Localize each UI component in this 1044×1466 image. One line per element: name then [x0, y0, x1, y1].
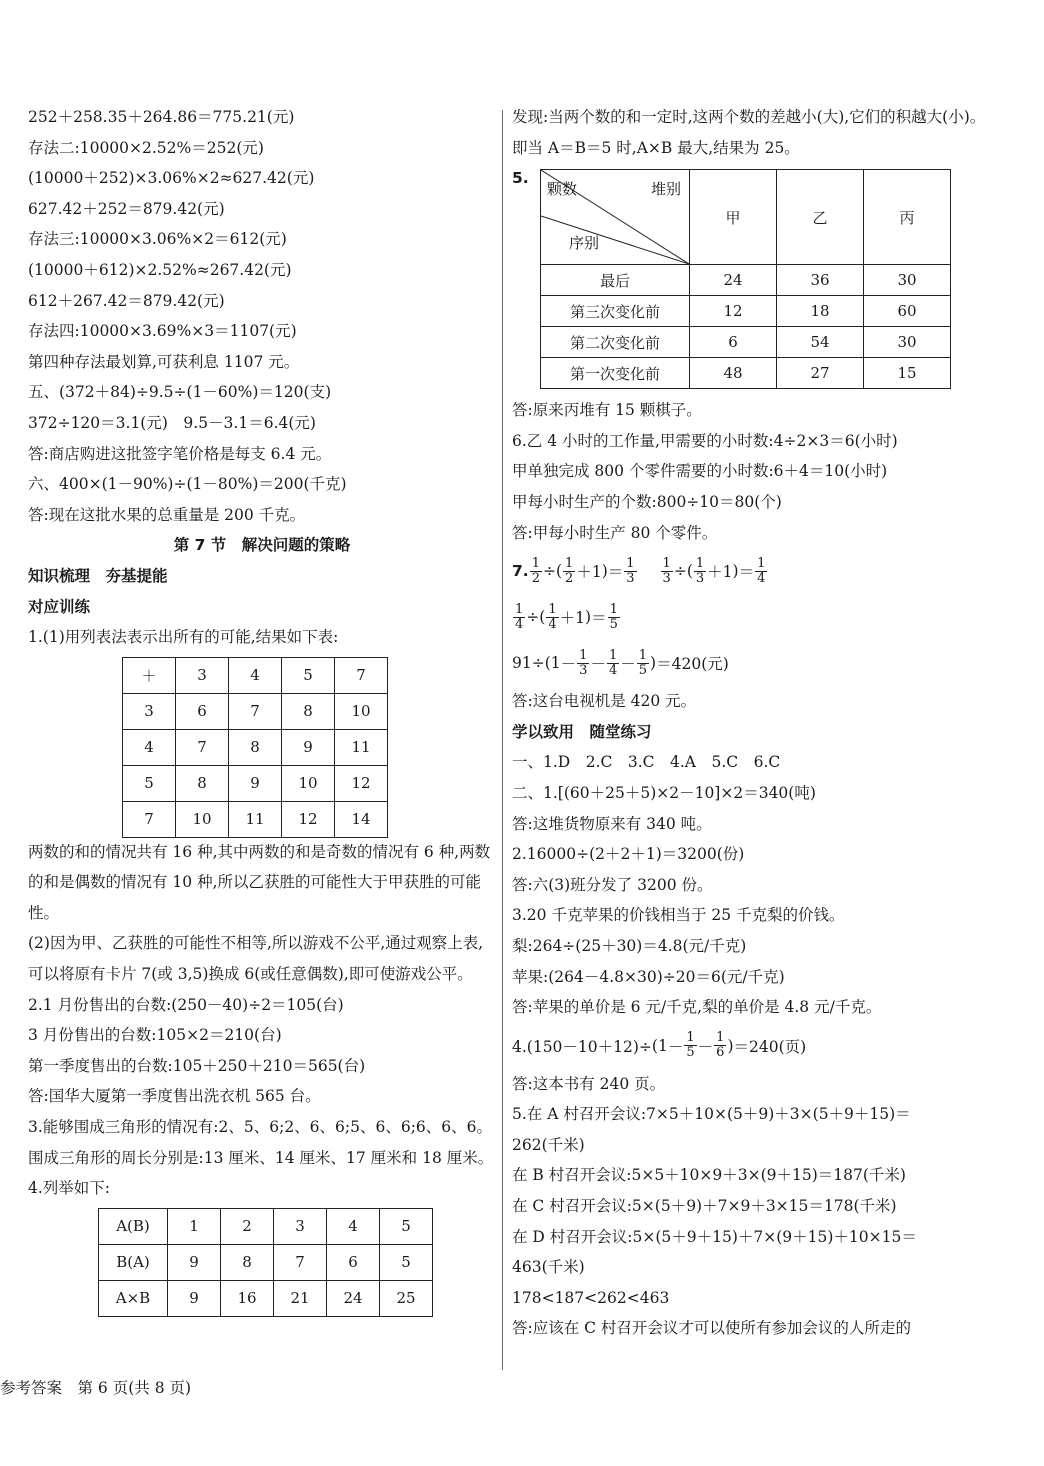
table-cell: 7 [176, 729, 229, 765]
table-cell: 6 [327, 1244, 380, 1280]
table-cell: B(A) [99, 1244, 168, 1280]
table-cell: 6 [690, 327, 777, 358]
table-cell: 第三次变化前 [541, 296, 690, 327]
text-line: 463(千米) [512, 1258, 585, 1277]
fraction: $\frac{1}{5}$ [686, 1030, 695, 1061]
table-row [99, 1244, 433, 1280]
fraction: $\frac{1}{4}$ [515, 601, 524, 632]
table-row [541, 327, 951, 358]
table-cell: 3 [274, 1208, 327, 1244]
header-label: 堆别 [650, 180, 681, 199]
table-cell: 60 [864, 296, 951, 327]
table-cell: 18 [777, 296, 864, 327]
table-row [99, 1280, 433, 1316]
table-cell: 第一次变化前 [541, 358, 690, 389]
text-line: 答:这本书有 240 页。 [512, 1074, 666, 1093]
text-line: 第四种存法最划算,可获利息 1107 元。 [28, 352, 300, 371]
text-line: 一、1.D 2.C 3.C 4.A 5.C 6.C [512, 753, 781, 772]
table-row [541, 358, 951, 389]
text-line: 252＋258.35＋264.86＝775.21(元) [28, 108, 295, 126]
question-1-para: (2)因为甲、乙获胜的可能性不相等,所以游戏不公平,通过观察上表,可以将原有卡片 7(或 3,5)换成 6(或任意偶数),即可使游戏公平。 [28, 934, 484, 984]
fraction: $\frac{1}{3}$ [662, 555, 671, 586]
text-line: 3 月份售出的台数:105×2＝210(台) [28, 1026, 282, 1045]
text-line: 苹果:(264－4.8×30)÷20＝6(元/千克) [512, 967, 785, 986]
fraction: $\frac{1}{4}$ [757, 555, 766, 586]
table-cell: 10 [176, 801, 229, 837]
section-heading: 对应训练 [28, 597, 91, 616]
table-cell: 21 [274, 1280, 327, 1316]
text-line: 4.列举如下: [28, 1179, 111, 1198]
fraction: $\frac{1}{3}$ [579, 647, 588, 678]
q7-line-3: 91÷ ( 1 － $\frac{1}{3}$ － $\frac{1}{4}$ － $\frac{1}{5}$ ) ＝420(元) [512, 647, 729, 678]
table-row [99, 1208, 433, 1244]
table-cell: 4 [327, 1208, 380, 1244]
table-cell: 10 [282, 765, 335, 801]
right-column [512, 102, 992, 1344]
product-table [98, 1208, 433, 1317]
text-line: 二、1.[(60＋25＋5)×2－10]×2＝340(吨) [512, 783, 816, 802]
table-cell: 25 [380, 1280, 433, 1316]
text-line: 五、(372＋84)÷9.5÷(1－60%)＝120(支) [28, 383, 332, 402]
table-cell: 第二次变化前 [541, 327, 690, 358]
table-row [123, 729, 388, 765]
table-row [123, 657, 388, 693]
text-line: 存法二:10000×2.52%＝252(元) [28, 138, 264, 157]
table-cell: 4 [229, 657, 282, 693]
table-cell: 11 [229, 801, 282, 837]
text-line: 存法四:10000×3.69%×3＝1107(元) [28, 322, 297, 341]
table-cell: 最后 [541, 265, 690, 296]
table-cell: 12 [690, 296, 777, 327]
column-header: 丙 [864, 170, 951, 265]
sum-table [122, 657, 388, 838]
question-1-para: 两数的和的情况共有 16 种,其中两数的和是奇数的情况有 6 种,两数的和是偶数的情况有 10 种,所以乙获胜的可能性大于甲获胜的可能性。 [28, 842, 491, 922]
table-row [123, 765, 388, 801]
table-cell: 8 [282, 693, 335, 729]
section-heading: 知识梳理 夯基提能 [28, 566, 168, 585]
table-cell: 5 [282, 657, 335, 693]
table-row [541, 296, 951, 327]
chess-table [540, 169, 951, 389]
question-1-intro: 1.(1)用列表法表示出所有的可能,结果如下表: [28, 628, 339, 647]
text-line: 甲每小时生产的个数:800÷10＝80(个) [512, 492, 782, 511]
fraction: $\frac{1}{4}$ [608, 647, 618, 678]
table-cell: 7 [229, 693, 282, 729]
table-cell: 1 [168, 1208, 221, 1244]
column-divider [502, 110, 503, 1370]
fraction: $\frac{1}{2}$ [565, 555, 574, 586]
text-line: 372÷120＝3.1(元) 9.5－3.1＝6.4(元) [28, 413, 316, 432]
table-cell: A×B [99, 1280, 168, 1316]
text-line: 存法三:10000×3.06%×2＝612(元) [28, 230, 287, 249]
table-cell: 48 [690, 358, 777, 389]
table-cell: 2 [221, 1208, 274, 1244]
table-cell: 10 [335, 693, 388, 729]
text-line: 262(千米) [512, 1135, 585, 1154]
header-label: 颗数 [547, 180, 578, 199]
question-label: 5. [512, 169, 529, 188]
table-cell: 36 [777, 265, 864, 296]
text-line: 3.20 千克苹果的价钱相当于 25 千克梨的价钱。 [512, 906, 845, 925]
fraction: $\frac{1}{2}$ [531, 555, 540, 586]
table-cell: 9 [168, 1244, 221, 1280]
table-cell: 6 [176, 693, 229, 729]
fraction: $\frac{1}{6}$ [716, 1030, 725, 1061]
table-cell: 24 [327, 1280, 380, 1316]
fraction: $\frac{1}{5}$ [638, 647, 648, 678]
left-column [28, 102, 496, 1317]
table-cell: 54 [777, 327, 864, 358]
text-line: 2.1 月份售出的台数:(250－40)÷2＝105(台) [28, 995, 344, 1014]
text-line: 612＋267.42＝879.42(元) [28, 291, 225, 310]
text-line: 答:原来丙堆有 15 颗棋子。 [512, 401, 702, 420]
fraction: $\frac{1}{4}$ [548, 601, 557, 632]
fraction: $\frac{1}{3}$ [626, 555, 635, 586]
fraction: $\frac{1}{5}$ [609, 601, 618, 632]
table-cell: 30 [864, 327, 951, 358]
question-5-block [512, 169, 992, 389]
table-cell: 5 [380, 1208, 433, 1244]
column-header: 乙 [777, 170, 864, 265]
table-cell: A(B) [99, 1208, 168, 1244]
text-line: 答:商店购进这批签字笔价格是每支 6.4 元。 [28, 444, 332, 463]
table-cell: ＋ [123, 657, 176, 693]
table-cell: 11 [335, 729, 388, 765]
text-line: 178<187<262<463 [512, 1288, 670, 1307]
section-title: 第 7 节 解决问题的策略 [173, 536, 351, 555]
table-cell: 9 [168, 1280, 221, 1316]
text-line: 答:这堆货物原来有 340 吨。 [512, 814, 712, 833]
text-line: 3.能够围成三角形的情况有:2、5、6;2、6、6;5、6、6;6、6、6。 [28, 1118, 493, 1137]
q7-line-1: 7. $\frac{1}{2}$ ÷ ( $\frac{1}{2}$ ＋1 ) ＝ $\frac{1}{3}$ $\frac{1}{3}$ ÷ ( $\frac{1}{3}$ ＋1 ) ＝ $\frac{1}{4}$ [512, 555, 766, 586]
table-cell: 4 [123, 729, 176, 765]
text-line: 答:甲每小时生产 80 个零件。 [512, 523, 718, 542]
text-line: 答:这台电视机是 420 元。 [512, 692, 697, 711]
table-cell: 8 [229, 729, 282, 765]
table-cell: 27 [777, 358, 864, 389]
text-line: (10000＋252)×3.06%×2≈627.42(元) [28, 169, 315, 188]
table-cell: 16 [221, 1280, 274, 1316]
text-line: 答:六(3)班分发了 3200 份。 [512, 875, 713, 894]
diagonal-header-cell [541, 170, 690, 265]
table-row [123, 801, 388, 837]
table-row [123, 693, 388, 729]
table-cell: 8 [176, 765, 229, 801]
text-line: 答:现在这批水果的总重量是 200 千克。 [28, 505, 306, 524]
table-row [541, 265, 951, 296]
text-line: 在 D 村召开会议:5×(5＋9＋15)＋7×(9＋15)＋10×15＝ [512, 1227, 917, 1246]
text-line: 在 C 村召开会议:5×(5＋9)＋7×9＋3×15＝178(千米) [512, 1197, 897, 1216]
text-line: (10000＋612)×2.52%≈267.42(元) [28, 260, 292, 279]
text-line: 甲单独完成 800 个零件需要的小时数:6＋4＝10(小时) [512, 462, 888, 481]
page-footer: 参考答案 第 6 页(共 8 页) [0, 1379, 192, 1397]
text-line: 5.在 A 村召开会议:7×5＋10×(5＋9)＋3×(5＋9＋15)＝ [512, 1105, 911, 1124]
table-cell: 24 [690, 265, 777, 296]
q4-line: 4.(150－10＋12)÷ ( 1 － $\frac{1}{5}$ － $\frac{1}{6}$ ) ＝240(页) [512, 1030, 807, 1061]
sum-table-wrap [28, 653, 496, 837]
text-line: 627.42＋252＝879.42(元) [28, 199, 225, 218]
table-cell: 12 [282, 801, 335, 837]
table-cell: 3 [176, 657, 229, 693]
discovery-para: 发现:当两个数的和一定时,这两个数的差越小(大),它们的积越大(小)。即当 A＝B＝5 时,A×B 最大,结果为 25。 [512, 108, 986, 157]
table-cell: 7 [123, 801, 176, 837]
header-label: 序别 [569, 234, 600, 253]
text-line: 答:苹果的单价是 6 元/千克,梨的单价是 4.8 元/千克。 [512, 998, 882, 1017]
table-cell: 9 [282, 729, 335, 765]
text-line: 答:国华大厦第一季度售出洗衣机 565 台。 [28, 1087, 321, 1106]
table-cell: 8 [221, 1244, 274, 1280]
text-line: 梨:264÷(25＋30)＝4.8(元/千克) [512, 936, 747, 955]
text-line: 在 B 村召开会议:5×5＋10×9＋3×(9＋15)＝187(千米) [512, 1166, 906, 1185]
text-line: 第一季度售出的台数:105＋250＋210＝565(台) [28, 1056, 366, 1075]
table-cell: 30 [864, 265, 951, 296]
text-line: 2.16000÷(2＋2＋1)＝3200(份) [512, 845, 745, 864]
table-cell: 9 [229, 765, 282, 801]
section-heading: 学以致用 随堂练习 [512, 722, 652, 741]
fraction: $\frac{1}{3}$ [695, 555, 705, 586]
table-cell: 14 [335, 801, 388, 837]
product-table-wrap [28, 1204, 496, 1317]
table-cell: 12 [335, 765, 388, 801]
text-line: 围成三角形的周长分别是:13 厘米、14 厘米、17 厘米和 18 厘米。 [28, 1148, 494, 1167]
text-line: 答:应该在 C 村召开会议才可以使所有参加会议的人所走的 [512, 1319, 911, 1338]
column-header: 甲 [690, 170, 777, 265]
text-line: 六、400×(1－90%)÷(1－80%)＝200(千克) [28, 475, 347, 494]
table-cell: 5 [123, 765, 176, 801]
table-cell: 3 [123, 693, 176, 729]
table-cell: 7 [335, 657, 388, 693]
table-cell: 5 [380, 1244, 433, 1280]
q7-line-2: $\frac{1}{4}$ ÷ ( $\frac{1}{4}$ ＋1 ) ＝ $\frac{1}{5}$ [515, 601, 618, 632]
table-cell: 7 [274, 1244, 327, 1280]
text-line: 6.乙 4 小时的工作量,甲需要的小时数:4÷2×3＝6(小时) [512, 431, 898, 450]
table-cell: 15 [864, 358, 951, 389]
